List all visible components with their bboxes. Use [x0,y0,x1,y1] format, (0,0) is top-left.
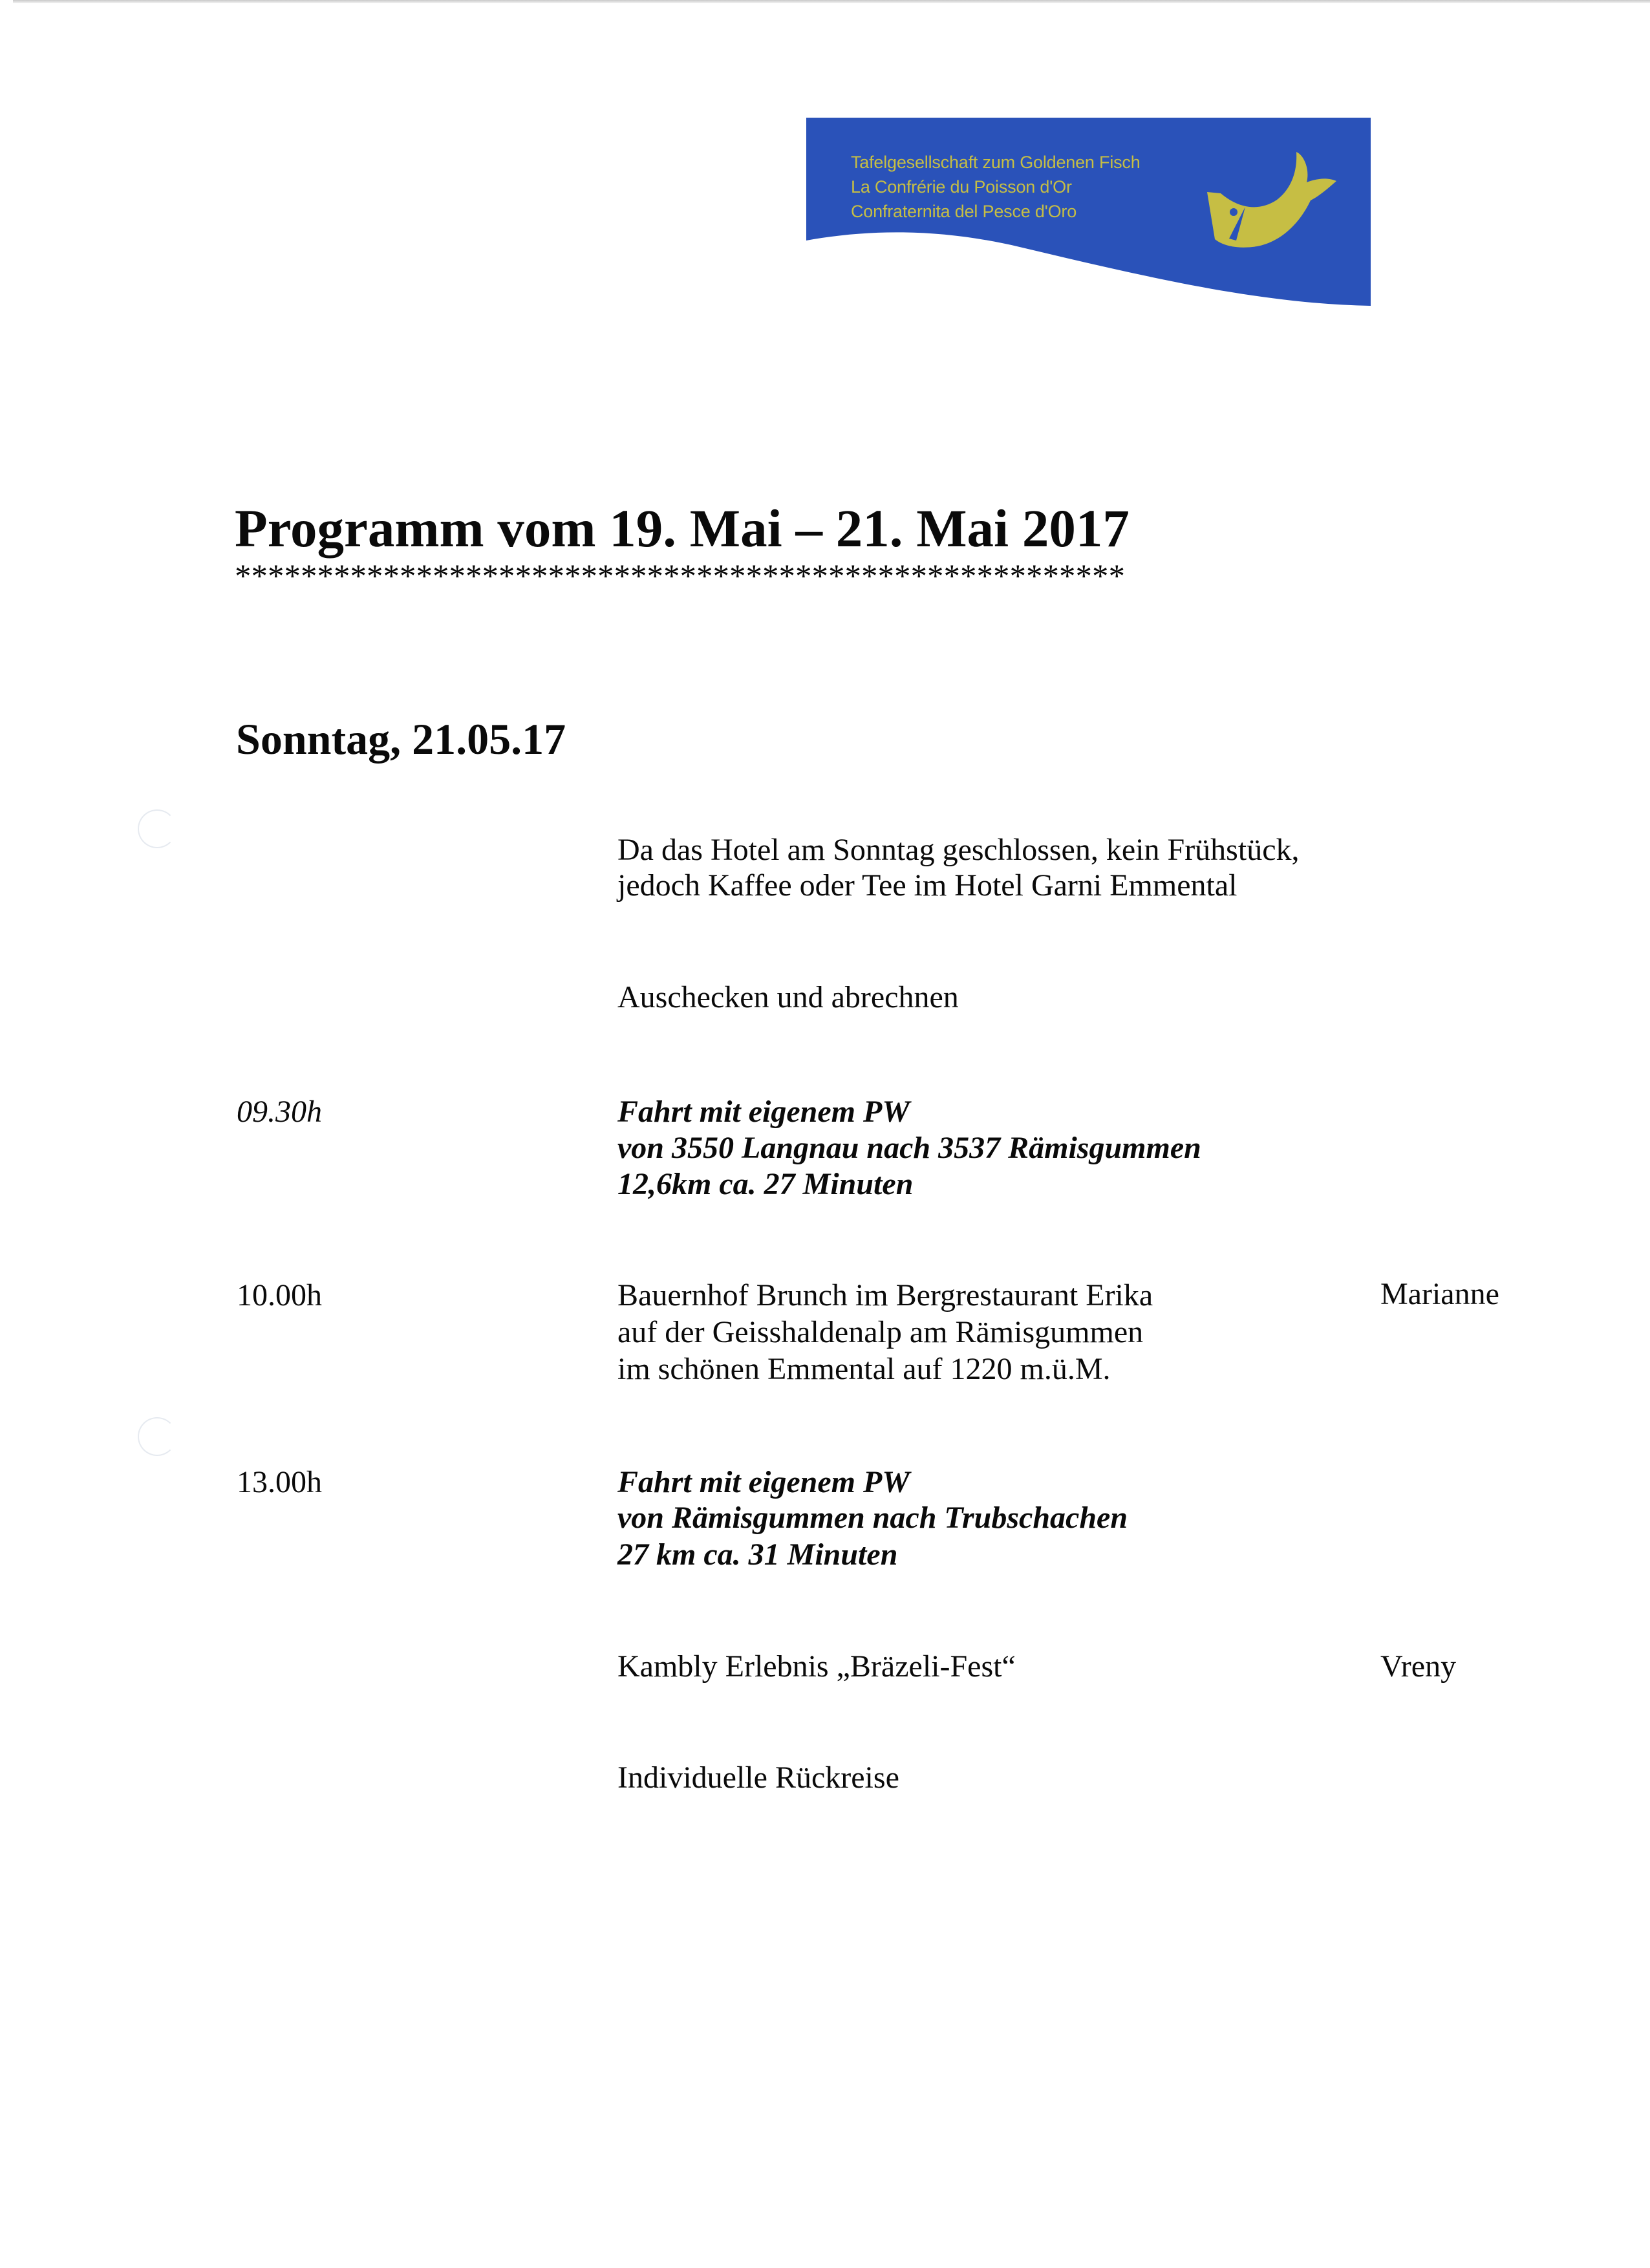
schedule-time: 13.00h [237,1465,322,1499]
description-line: Fahrt mit eigenem PW [617,1095,910,1129]
description-line: jedoch Kaffee oder Tee im Hotel Garni Emmental [617,868,1238,903]
schedule-item-description [617,1094,1201,1203]
schedule-item-description [617,1278,1153,1387]
punch-hole-mark [138,1417,177,1456]
society-logo-banner [806,118,1371,306]
schedule-time: 09.30h [237,1095,322,1129]
description-line: von Rämisgummen nach Trubschachen [617,1501,1128,1535]
schedule-item-description [617,1760,899,1796]
logo-line-german: Tafelgesellschaft zum Goldenen Fisch [851,153,1141,172]
schedule-item-description [617,1464,1128,1573]
scan-edge [13,0,1650,3]
logo-line-french: La Confrérie du Poisson d'Or [851,177,1072,197]
day-heading: Sonntag, 21.05.17 [236,714,566,764]
description-line: von 3550 Langnau nach 3537 Rämisgummen [617,1131,1201,1165]
description-line: Fahrt mit eigenem PW [617,1465,910,1499]
description-line: 12,6km ca. 27 Minuten [617,1167,914,1201]
description-line: Kambly Erlebnis „Bräzeli-Fest“ [617,1649,1016,1684]
description-line: Individuelle Rückreise [617,1760,899,1795]
asterisk-divider: ****************************************************** [235,559,1125,595]
description-line: Auschecken und abrechnen [617,980,959,1014]
schedule-person: Marianne [1380,1277,1499,1311]
page-title: Programm vom 19. Mai – 21. Mai 2017 [235,498,1130,558]
description-line: im schönen Emmental auf 1220 m.ü.M. [617,1352,1111,1386]
punch-hole-mark [138,809,177,848]
schedule-item-description [617,1649,1016,1685]
schedule-person: Vreny [1380,1649,1457,1684]
description-line: 27 km ca. 31 Minuten [617,1537,898,1572]
description-line: Da das Hotel am Sonntag geschlossen, kein Frühstück, [617,833,1300,867]
description-line: auf der Geisshaldenalp am Rämisgummen [617,1315,1144,1349]
schedule-item-description [617,979,959,1016]
logo-text [851,150,1141,224]
schedule-time: 10.00h [237,1278,322,1312]
logo-line-italian: Confraternita del Pesce d'Oro [851,202,1077,221]
schedule-item-description [617,832,1300,904]
description-line: Bauernhof Brunch im Bergrestaurant Erika [617,1278,1153,1312]
